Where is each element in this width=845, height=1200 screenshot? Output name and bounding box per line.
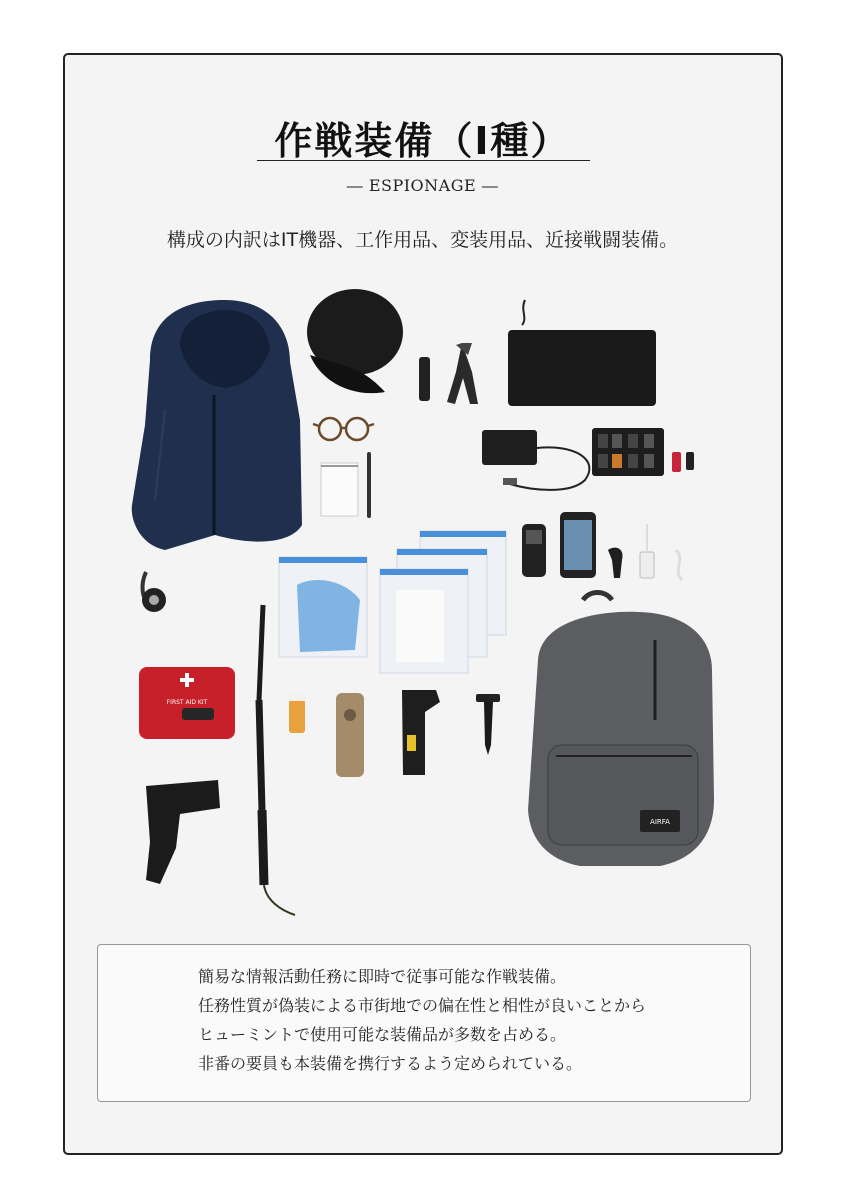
first-aid-label: FIRST AID KIT (166, 699, 208, 706)
push-dagger-image (476, 694, 500, 755)
caption-line-3: ヒューミントで使用可能な装備品が多数を占める。 (198, 1025, 567, 1044)
pistol-image (146, 780, 220, 884)
stun-gun-image (402, 690, 440, 775)
usb-adapter-image (640, 524, 682, 580)
usb-stick-image (686, 452, 694, 470)
page-subtitle: ― ESPIONAGE ― (346, 176, 499, 195)
backpack-image (528, 593, 714, 867)
pill-bottle-image (288, 694, 306, 733)
lead-text: 構成の内訳はIT機器、工作用品、変装用品、近接戦闘装備。 (166, 229, 679, 251)
zipper-bags-image (279, 531, 506, 673)
pen-image (367, 452, 371, 518)
bluetooth-headset-image (608, 548, 623, 578)
sd-card-case-image (592, 428, 664, 476)
multitool-image (447, 343, 478, 404)
carabiner-image (142, 572, 166, 612)
page-title: 作戦装備（Ⅰ種） (274, 119, 571, 163)
backpack-brand-label: AIRFA (650, 818, 670, 826)
notepad-image (321, 463, 358, 516)
smartphone-image (560, 512, 596, 578)
storage-mat-image (508, 300, 656, 406)
eyeglasses-image (313, 418, 374, 440)
black-cap-image (307, 289, 403, 393)
feature-phone-image (522, 524, 546, 577)
usb-stick-image (672, 452, 681, 472)
caption-line-2: 任務性質が偽装による市街地での偏在性と相性が良いことから (198, 996, 647, 1015)
external-hdd-image (482, 430, 589, 490)
caption-line-1: 簡易な情報活動任務に即時で従事可能な作戦装備。 (198, 967, 567, 986)
caption-line-4: 非番の要員も本装備を携行するよう定められている。 (198, 1054, 583, 1073)
hooded-jacket-image (132, 300, 302, 550)
flashlight-image (419, 357, 430, 401)
torch-lighter-image (336, 693, 364, 777)
